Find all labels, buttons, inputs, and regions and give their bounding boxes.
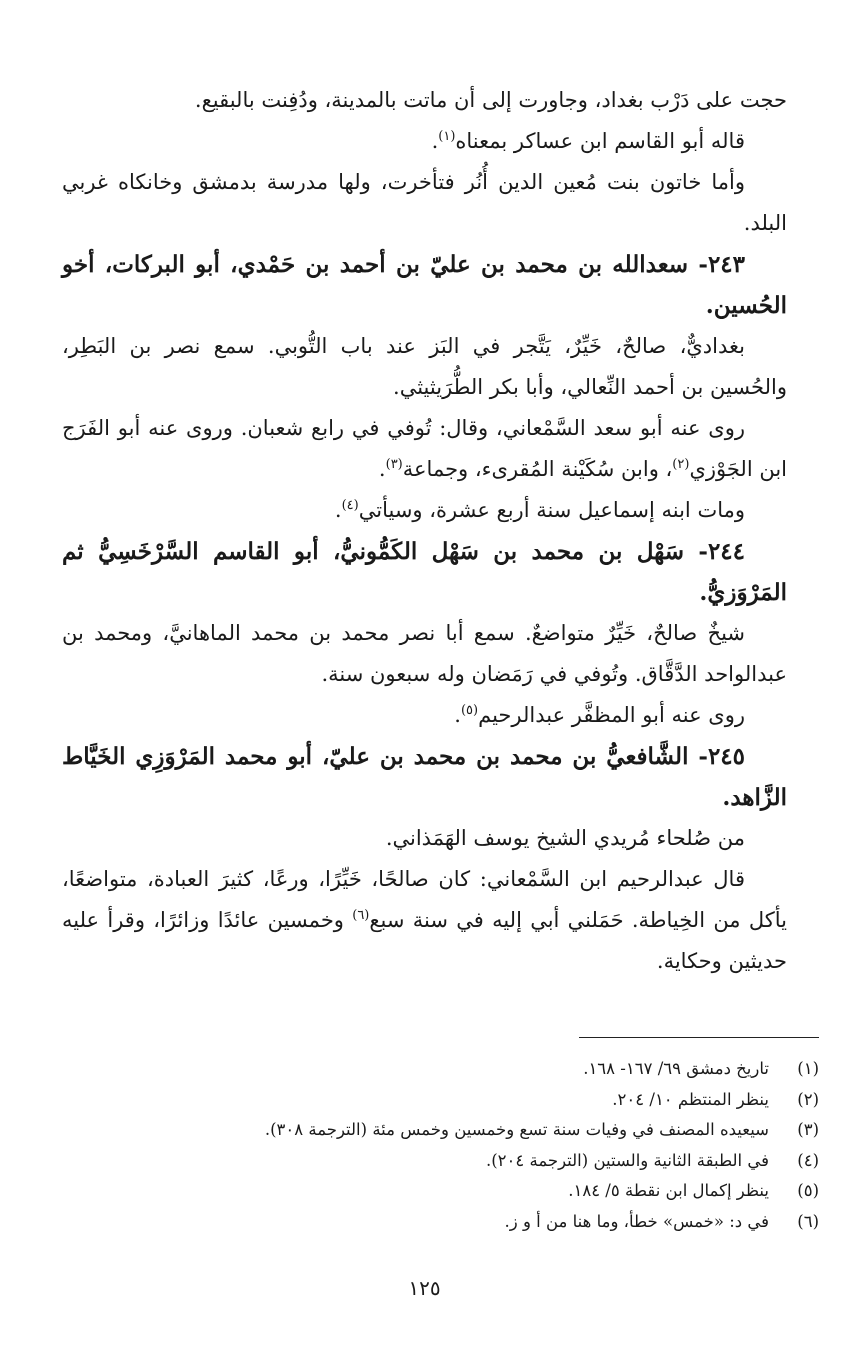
footnote-text: تاريخ دمشق ٦٩/ ١٦٧- ١٦٨. — [583, 1059, 769, 1078]
paragraph — [62, 80, 787, 121]
footnote-item — [62, 1176, 819, 1207]
footnote-number: (٢) — [797, 1089, 819, 1109]
paragraph — [62, 490, 787, 531]
footnote-item — [62, 1085, 819, 1116]
footnote-text: سيعيده المصنف في وفيات سنة تسع وخمسين وخمس مئة (الترجمة ٣٠٨). — [264, 1120, 769, 1139]
punctuation: . — [334, 498, 342, 522]
paragraph-text: من صُلحاء مُريدي الشيخ يوسف الهَمَذاني. — [385, 826, 745, 850]
footnotes-section — [62, 1037, 819, 1237]
footnote-list — [62, 1054, 819, 1237]
paragraph — [62, 695, 787, 736]
footnote-item — [62, 1146, 819, 1177]
paragraph-text: وخمسين عائدًا وزائرًا، وقرأ عليه حديثين وحكاية. — [62, 908, 787, 973]
paragraph-text: روى عنه أبو سعد السَّمْعاني، وقال: تُوفي في رابع شعبان. وروى عنه أبو الفَرَج ابن الجَوْزي — [62, 416, 787, 481]
footnote-reference[interactable]: (٦) — [352, 908, 370, 923]
footnote-number: (٤) — [797, 1150, 819, 1170]
entry-heading-text: ٢٤٥- الشَّافعيُّ بن محمد بن محمد بن عليّ، أبو محمد المَرْوَزِي الخَيَّاط الزَّاهد. — [62, 743, 787, 811]
punctuation: . — [378, 457, 386, 481]
footnote-text: في الطبقة الثانية والستين (الترجمة ٢٠٤). — [485, 1150, 769, 1170]
paragraph — [62, 408, 787, 490]
footnote-item — [62, 1054, 819, 1085]
entry-heading-245 — [62, 736, 787, 818]
footnote-reference[interactable]: (٣) — [385, 457, 403, 472]
paragraph — [62, 121, 787, 162]
paragraph-text: ومات ابنه إسماعيل سنة أربع عشرة، وسيأتي — [358, 498, 745, 522]
footnote-reference[interactable]: (٤) — [341, 498, 359, 513]
main-text — [62, 80, 787, 982]
paragraph-text: شيخٌ صالحٌ، خَيِّرٌ متواضعٌ. سمع أبا نصر محمد بن محمد الماهانيَّ، ومحمد بن عبدالواحد الدَّقَّاق. وتُوفي في رَمَضان وله سبعون سنة. — [62, 621, 787, 686]
footnote-number: (١) — [797, 1059, 819, 1078]
entry-heading-text: ٢٤٤- سَهْل بن محمد بن سَهْل الكَمُّونيُّ، أبو القاسم السَّرْخَسِيُّ ثم المَرْوَزيُّ. — [62, 538, 787, 606]
entry-heading-244 — [62, 531, 787, 613]
entry-heading-text: ٢٤٣- سعدالله بن محمد بن عليّ بن أحمد بن حَمْدي، أبو البركات، أخو الحُسين. — [62, 251, 787, 319]
paragraph — [62, 326, 787, 408]
footnote-item — [62, 1115, 819, 1146]
entry-heading-243 — [62, 244, 787, 326]
paragraph-text: وأما خاتون بنت مُعين الدين أُنُر فتأخرت، ولها مدرسة بدمشق وخانكاه غربي البلد. — [62, 170, 787, 235]
footnote-divider — [579, 1037, 819, 1038]
page-number: ١٢٥ — [408, 1276, 441, 1300]
paragraph — [62, 162, 787, 244]
footnote-reference[interactable]: (٢) — [672, 457, 690, 472]
footnote-text: في د: «خمس» خطأ، وما هنا من أ و ز. — [504, 1211, 769, 1231]
paragraph-text: حجت على دَرْب بغداد، وجاورت إلى أن ماتت بالمدينة، ودُفِنت بالبقيع. — [194, 88, 787, 112]
footnote-reference[interactable]: (١) — [438, 129, 456, 144]
paragraph-text: ، وابن سُكَيْنة المُقرىء، وجماعة — [402, 457, 673, 481]
footnote-text: ينظر إكمال ابن نقطة ٥/ ١٨٤. — [568, 1181, 769, 1200]
paragraph-text: قاله أبو القاسم ابن عساكر بمعناه — [455, 129, 745, 153]
paragraph — [62, 859, 787, 982]
paragraph-text: روى عنه أبو المظفَّر عبدالرحيم — [478, 703, 745, 727]
punctuation: . — [431, 129, 439, 153]
footnote-number: (٥) — [797, 1181, 819, 1200]
footnote-number: (٦) — [797, 1211, 819, 1231]
paragraph — [62, 818, 787, 859]
punctuation: . — [454, 703, 461, 727]
footnote-item — [62, 1207, 819, 1238]
footnote-number: (٣) — [797, 1120, 819, 1139]
footnote-text: ينظر المنتظم ١٠/ ٢٠٤. — [612, 1089, 769, 1109]
paragraph-text: بغداديٌّ، صالحٌ، خَيِّرٌ، يَتَّجر في البَز عند باب التُّوبي. سمع نصر بن البَطِر، والحُسين بن أحمد النِّعالي، وأبا بكر الطُّرَيثيثي. — [62, 334, 787, 399]
footnote-reference[interactable]: (٥) — [460, 703, 479, 718]
paragraph — [62, 613, 787, 695]
paragraph-text: قال عبدالرحيم ابن السَّمْعاني: كان صالحًا، خَيِّرًا، ورعًا، كثيرَ العبادة، متواضعًا، يأكل من الخِياطة. حَمَلني أبي إليه في سنة سبع — [62, 867, 787, 932]
